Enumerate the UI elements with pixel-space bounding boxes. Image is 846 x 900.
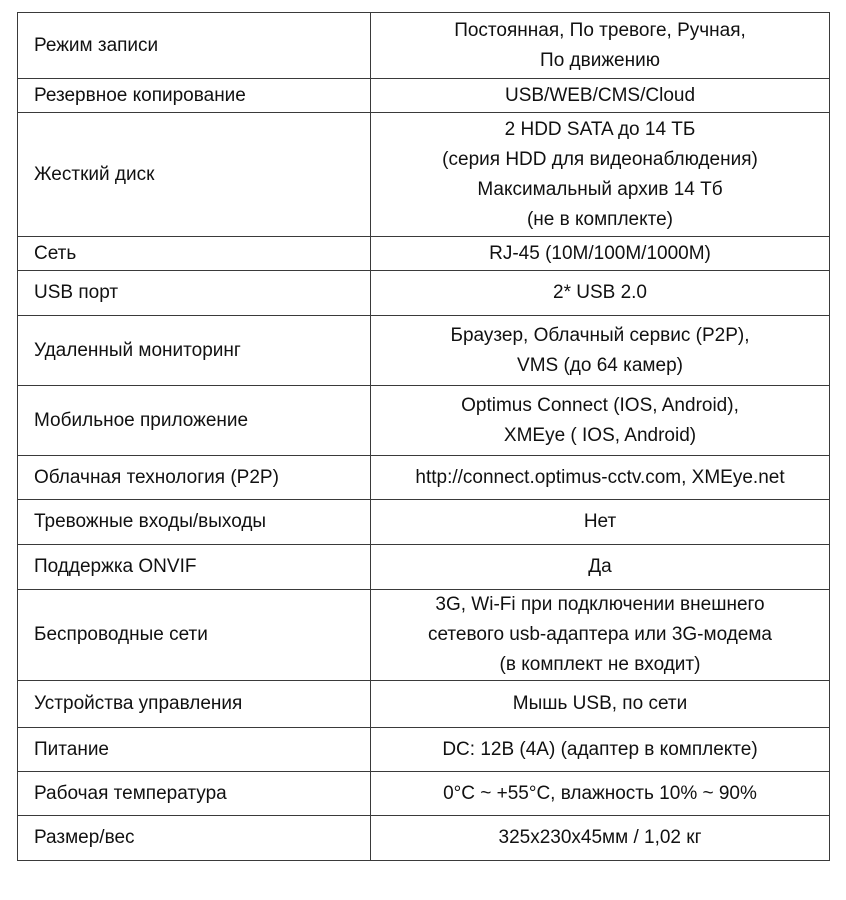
spec-row — [18, 816, 830, 861]
spec-row — [18, 79, 830, 113]
spec-value — [371, 500, 830, 545]
spec-value — [371, 772, 830, 816]
spec-value-line: 3G, Wi-Fi при подключении внешнего — [435, 594, 765, 615]
spec-row — [18, 590, 830, 681]
spec-row — [18, 728, 830, 772]
spec-value-line: VMS (до 64 камер) — [517, 354, 683, 376]
spec-row — [18, 500, 830, 545]
spec-value-line: Optimus Connect (IOS, Android), — [461, 394, 739, 416]
spec-value-line: сетевого usb-адаптера или 3G-модема — [428, 624, 772, 645]
spec-value-line: (в комплект не входит) — [499, 654, 701, 675]
spec-label: Тревожные входы/выходы — [18, 500, 371, 545]
spec-value-line: Мышь USB, по сети — [512, 693, 688, 714]
spec-label: Устройства управления — [18, 681, 371, 728]
spec-value — [371, 386, 830, 456]
spec-value-line: Максимальный архив 14 Тб — [477, 178, 723, 200]
spec-row — [18, 681, 830, 728]
spec-value-line: 2* USB 2.0 — [553, 282, 647, 303]
spec-value — [371, 237, 830, 271]
spec-row — [18, 237, 830, 271]
spec-label: Резервное копирование — [18, 79, 371, 113]
spec-value — [371, 681, 830, 728]
spec-value — [371, 728, 830, 772]
spec-value-line: Постоянная, По тревоге, Ручная, — [454, 19, 746, 41]
spec-value — [371, 590, 830, 681]
spec-row — [18, 772, 830, 816]
spec-value-line: Браузер, Облачный сервис (P2P), — [450, 324, 750, 346]
spec-row — [18, 456, 830, 500]
spec-label: Мобильное приложение — [18, 386, 371, 456]
spec-value — [371, 113, 830, 237]
spec-value-line: По движению — [540, 49, 660, 71]
spec-label: Беспроводные сети — [18, 590, 371, 681]
spec-label: Рабочая температура — [18, 772, 371, 816]
spec-label: Облачная технология (P2P) — [18, 456, 371, 500]
spec-value — [371, 79, 830, 113]
spec-label: Поддержка ONVIF — [18, 545, 371, 590]
spec-value-line: 325x230x45мм / 1,02 кг — [498, 827, 702, 848]
spec-value — [371, 271, 830, 316]
spec-value-line: Нет — [583, 511, 617, 532]
spec-row — [18, 271, 830, 316]
spec-value — [371, 545, 830, 590]
spec-row — [18, 13, 830, 79]
spec-value — [371, 456, 830, 500]
spec-row — [18, 545, 830, 590]
spec-value-line: USB/WEB/CMS/Cloud — [504, 84, 696, 106]
spec-value-line: (серия HDD для видеонаблюдения) — [442, 148, 758, 170]
spec-value-line: XMEye ( IOS, Android) — [503, 424, 697, 446]
spec-label: Питание — [18, 728, 371, 772]
spec-value — [371, 13, 830, 79]
spec-value-line: http://connect.optimus-cctv.com, XMEye.net — [415, 466, 785, 488]
spec-label: Сеть — [18, 237, 371, 271]
spec-label: Размер/вес — [18, 816, 371, 861]
spec-value-line: Да — [588, 556, 612, 577]
spec-value — [371, 316, 830, 386]
spec-value-line: 2 HDD SATA до 14 ТБ — [504, 118, 696, 140]
spec-value-line: RJ-45 (10M/100M/1000M) — [489, 242, 711, 264]
spec-row — [18, 113, 830, 237]
spec-value-line: (не в комплекте) — [526, 208, 674, 230]
spec-label: Удаленный мониторинг — [18, 316, 371, 386]
spec-label: Жесткий диск — [18, 113, 371, 237]
spec-value-line: DC: 12В (4А) (адаптер в комплекте) — [442, 738, 758, 760]
specifications-table-body — [18, 13, 830, 861]
specifications-table — [17, 12, 830, 861]
spec-label: USB порт — [18, 271, 371, 316]
spec-label: Режим записи — [18, 13, 371, 79]
spec-row — [18, 316, 830, 386]
spec-row — [18, 386, 830, 456]
spec-value — [371, 816, 830, 861]
spec-value-line: 0°C ~ +55°C, влажность 10% ~ 90% — [443, 782, 757, 804]
